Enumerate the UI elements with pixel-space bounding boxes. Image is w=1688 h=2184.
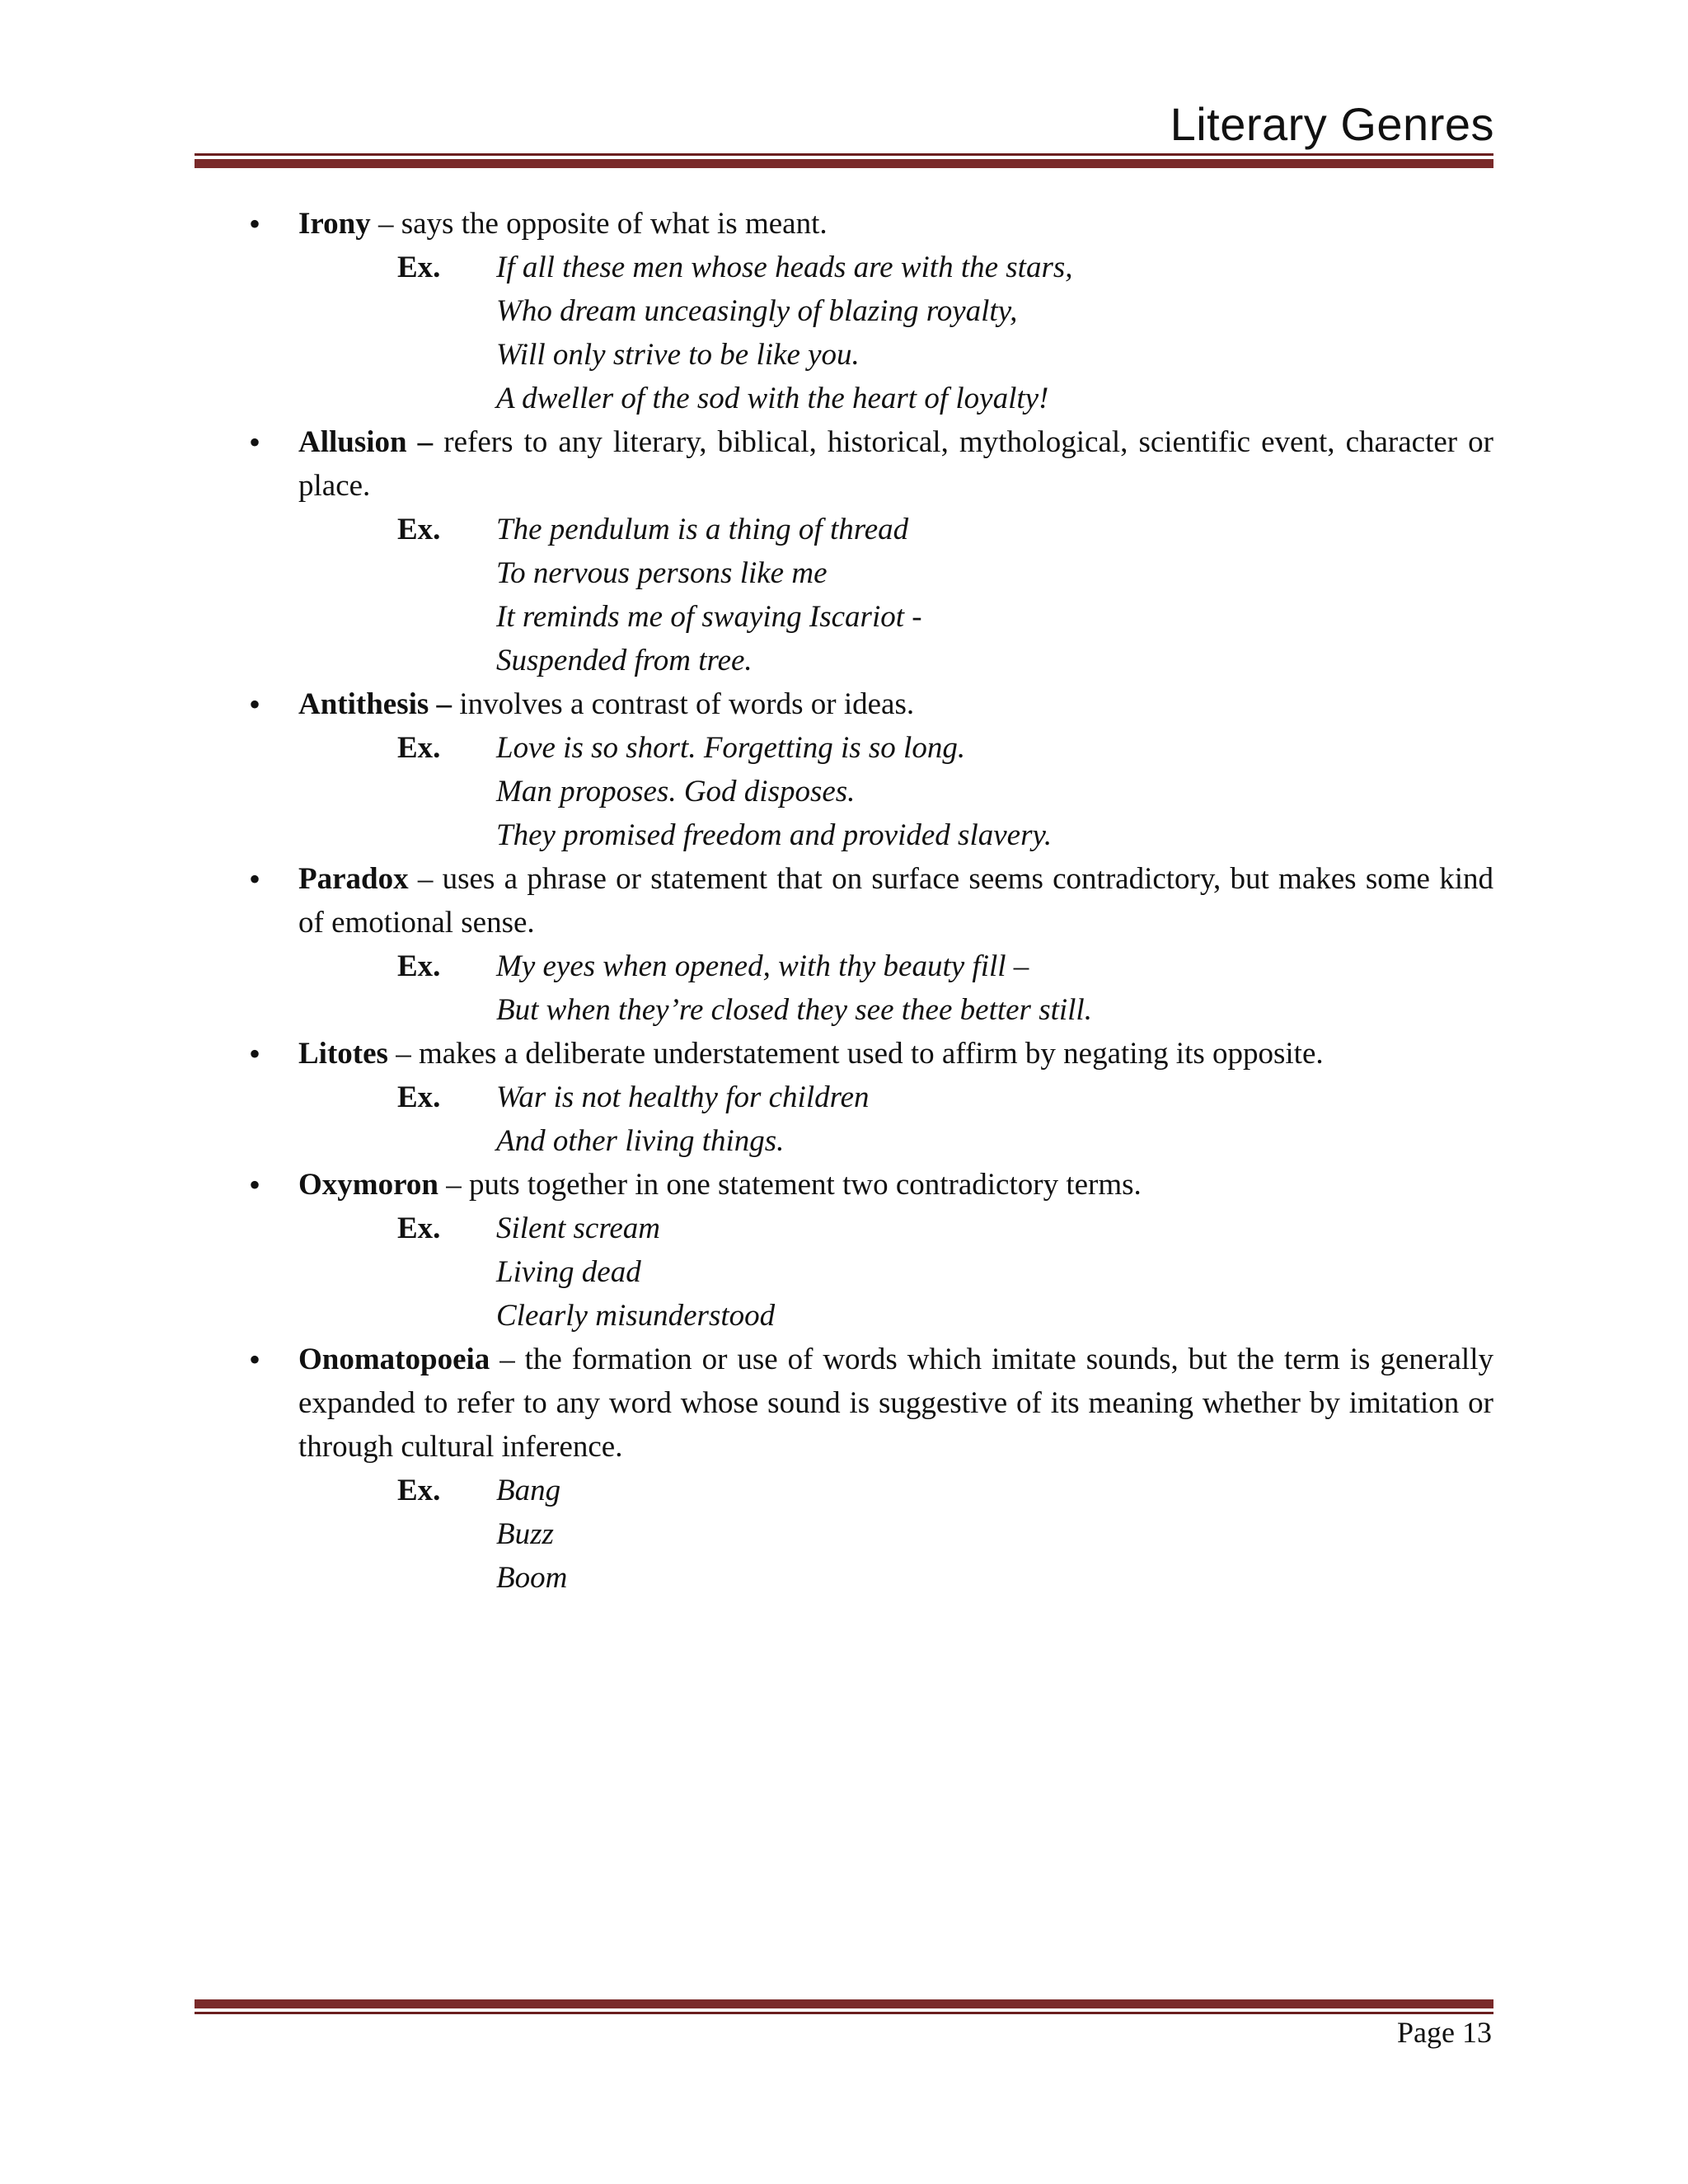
example-block [298,1207,1493,1338]
example-line: If all these men whose heads are with the stars, [496,251,1073,284]
example-block [298,246,1493,420]
bullet-icon: • [249,205,261,242]
definition-entry [249,1032,1493,1163]
example-line: But when they’re closed they see thee better still. [496,993,1092,1027]
definition-text [298,857,1493,944]
example-line: Clearly misunderstood [496,1299,776,1333]
example-line: Living dead [496,1255,641,1289]
bullet-icon: • [249,1035,261,1072]
bullet-icon: • [249,1341,261,1378]
header-rule [195,153,1493,168]
definition-text [298,1163,1493,1207]
example-label: Ex. [397,513,441,546]
example-label: Ex. [397,1474,441,1507]
example-line: A dweller of the sod with the heart of loyalty! [496,382,1049,415]
bullet-icon: • [249,1166,261,1203]
example-line: The pendulum is a thing of thread [496,513,909,546]
definition-entry [249,857,1493,1032]
definition-entry [249,202,1493,420]
example-line: Love is so short. Forgetting is so long. [496,731,966,765]
example-line: Silent scream [496,1212,661,1245]
term: Antithesis – [298,687,452,721]
example-line: Bang [496,1474,561,1507]
definition-body: – makes a deliberate understatement used to affirm by negating its opposite. [387,1037,1324,1071]
definition-text [298,202,1493,246]
example-label: Ex. [397,1212,441,1245]
definition-entry [249,1338,1493,1600]
example-line: Boom [496,1561,568,1595]
definition-body: refers to any literary, biblical, historical, mythological, scientific event, character or place. [298,425,1493,503]
example-label: Ex. [397,949,441,983]
example-block [298,726,1493,857]
example-block [298,1076,1493,1163]
example-line: And other living things. [496,1124,785,1158]
definition-list [249,202,1493,1600]
definition-body: – uses a phrase or statement that on surface seems contradictory, but makes some kind of emotional sense. [298,862,1493,940]
term: Paradox [298,862,409,896]
term: Allusion – [298,425,434,459]
example-line: They promised freedom and provided slavery. [496,818,1053,852]
definition-body: – says the opposite of what is meant. [370,207,828,241]
example-line: Buzz [496,1517,554,1551]
example-block [298,1469,1493,1600]
definition-body: – puts together in one statement two contradictory terms. [438,1168,1142,1202]
example-line: To nervous persons like me [496,556,828,590]
example-label: Ex. [397,1080,441,1114]
example-line: Man proposes. God disposes. [496,775,856,808]
bullet-icon: • [249,860,261,898]
definition-body: – the formation or use of words which imitate sounds, but the term is generally expanded to refer to any word whose sound is suggestive of its meaning whether by imitation or through cultural inference. [298,1343,1493,1464]
term: Litotes [298,1037,388,1071]
term: Oxymoron [298,1168,438,1202]
bullet-icon: • [249,686,261,723]
running-header-title: Literary Genres [1170,98,1494,150]
example-line: It reminds me of swaying Iscariot - [496,600,922,634]
definition-entry [249,682,1493,857]
definition-text [298,1032,1493,1076]
footer-rule [195,1999,1493,2014]
example-block [298,944,1493,1032]
example-line: Will only strive to be like you. [496,338,860,372]
example-block [298,508,1493,682]
term: Onomatopoeia [298,1343,490,1376]
definition-entry [249,1163,1493,1338]
page-number: Page 13 [1397,2016,1492,2049]
example-line: War is not healthy for children [496,1080,870,1114]
definition-text [298,1338,1493,1469]
definition-text [298,420,1493,508]
example-line: Who dream unceasingly of blazing royalty, [496,294,1018,328]
example-line: Suspended from tree. [496,644,753,677]
definition-body: involves a contrast of words or ideas. [452,687,915,721]
example-label: Ex. [397,251,441,284]
example-label: Ex. [397,731,441,765]
bullet-icon: • [249,424,261,461]
example-line: My eyes when opened, with thy beauty fill – [496,949,1029,983]
definition-text [298,682,1493,726]
term: Irony [298,207,371,241]
definition-entry [249,420,1493,682]
